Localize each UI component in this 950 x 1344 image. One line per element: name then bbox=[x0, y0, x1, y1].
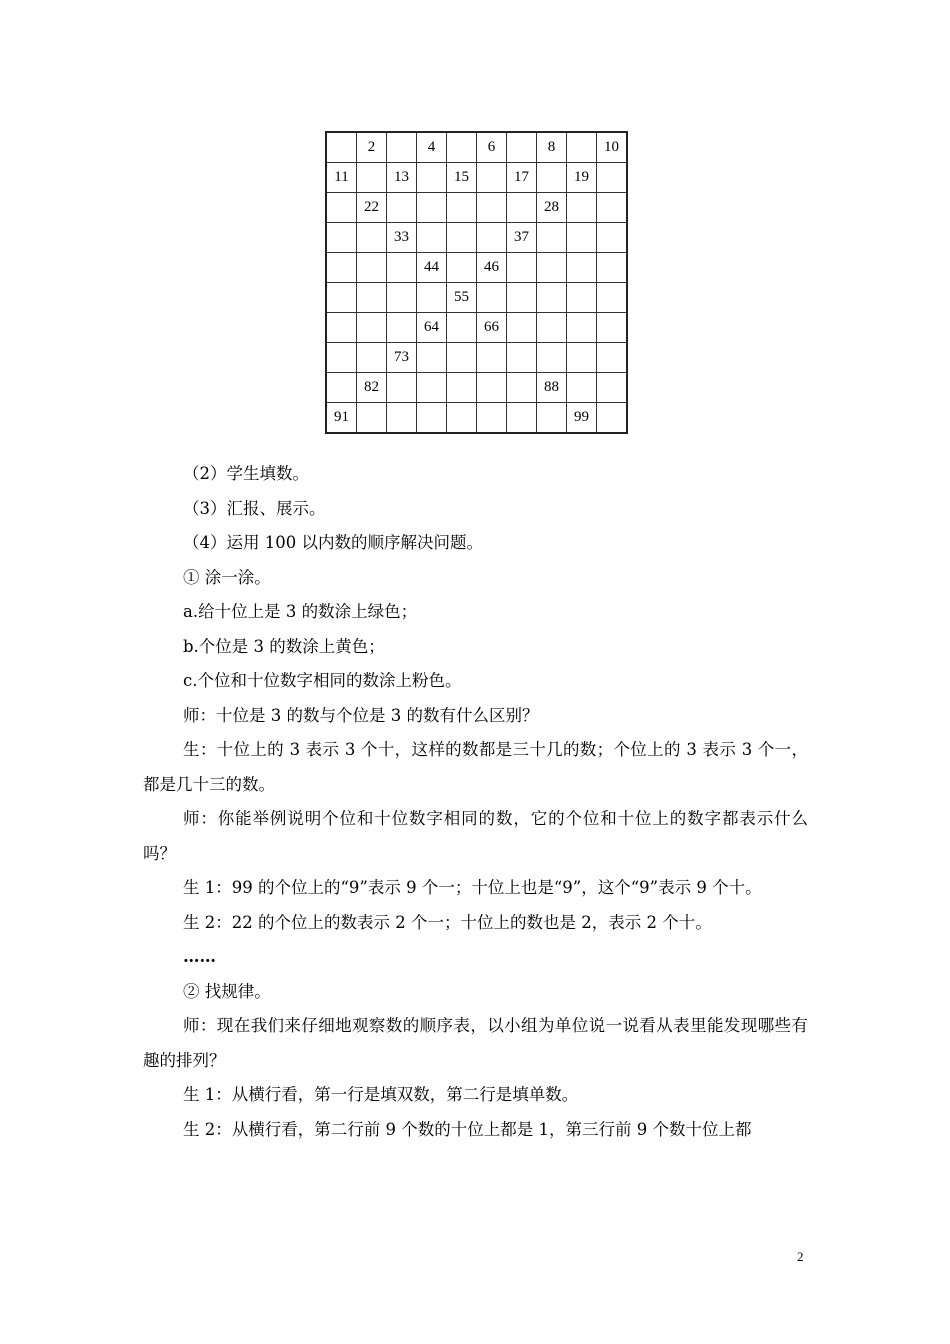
table-cell bbox=[507, 193, 537, 223]
table-row bbox=[326, 132, 627, 163]
paragraph: 师：你能举例说明个位和十位数字相同的数，它的个位和十位上的数字都表示什么吗？ bbox=[143, 809, 808, 863]
paragraph: a.给十位上是 3 的数涂上绿色； bbox=[183, 602, 418, 621]
table-cell bbox=[477, 343, 507, 373]
table-cell bbox=[597, 223, 628, 253]
table-cell bbox=[357, 343, 387, 373]
table-cell bbox=[537, 343, 567, 373]
table-cell bbox=[567, 132, 597, 163]
table-row bbox=[326, 223, 627, 253]
table-cell bbox=[387, 283, 417, 313]
paragraph: ① 涂一涂。 bbox=[183, 567, 271, 587]
table-cell bbox=[567, 193, 597, 223]
table-cell bbox=[567, 343, 597, 373]
table-cell: 82 bbox=[357, 373, 387, 403]
paragraph: 师：十位是 3 的数与个位是 3 的数有什么区别？ bbox=[183, 705, 539, 725]
table-cell bbox=[567, 373, 597, 403]
paragraph: c.个位和十位数字相同的数涂上粉色。 bbox=[183, 671, 462, 690]
table-cell bbox=[417, 223, 447, 253]
table-cell bbox=[326, 283, 357, 313]
table-cell bbox=[326, 193, 357, 223]
table-row bbox=[326, 343, 627, 373]
table-cell: 44 bbox=[417, 253, 447, 283]
table-cell bbox=[597, 403, 628, 434]
table-cell bbox=[477, 163, 507, 193]
table-cell: 37 bbox=[507, 223, 537, 253]
table-cell bbox=[357, 283, 387, 313]
table-row bbox=[326, 283, 627, 313]
table-cell bbox=[477, 373, 507, 403]
table-cell: 66 bbox=[477, 313, 507, 343]
table-cell bbox=[567, 223, 597, 253]
number-order-table bbox=[325, 131, 628, 434]
table-cell bbox=[537, 223, 567, 253]
paragraph: 生 2：从横行看，第二行前 9 个数的十位上都是 1，第三行前 9 个数十位上都 bbox=[183, 1119, 752, 1139]
table-cell bbox=[387, 253, 417, 283]
table-cell: 6 bbox=[477, 132, 507, 163]
table-cell bbox=[357, 403, 387, 434]
table-cell bbox=[597, 343, 628, 373]
table-cell: 10 bbox=[597, 132, 628, 163]
table-cell bbox=[537, 283, 567, 313]
table-cell bbox=[537, 253, 567, 283]
table-cell: 99 bbox=[567, 403, 597, 434]
table-cell: 11 bbox=[326, 163, 357, 193]
table-cell bbox=[567, 283, 597, 313]
table-cell bbox=[567, 253, 597, 283]
table-cell: 91 bbox=[326, 403, 357, 434]
table-cell: 22 bbox=[357, 193, 387, 223]
table-cell bbox=[447, 253, 477, 283]
table-cell bbox=[447, 313, 477, 343]
table-cell bbox=[417, 283, 447, 313]
table-cell bbox=[326, 223, 357, 253]
table-cell bbox=[507, 403, 537, 434]
paragraph: （2）学生填数。 bbox=[183, 464, 309, 483]
table-cell bbox=[447, 403, 477, 434]
table-cell bbox=[326, 313, 357, 343]
table-cell bbox=[326, 253, 357, 283]
table-cell bbox=[477, 403, 507, 434]
table-cell bbox=[447, 132, 477, 163]
table-cell bbox=[537, 313, 567, 343]
table-cell bbox=[597, 253, 628, 283]
table-cell: 4 bbox=[417, 132, 447, 163]
table-cell bbox=[567, 313, 597, 343]
table-row bbox=[326, 193, 627, 223]
table-cell bbox=[357, 253, 387, 283]
paragraph: ② 找规律。 bbox=[183, 981, 271, 1001]
table-cell bbox=[477, 283, 507, 313]
table-cell: 8 bbox=[537, 132, 567, 163]
table-cell bbox=[417, 373, 447, 403]
paragraph: 生 1：从横行看，第一行是填双数，第二行是填单数。 bbox=[183, 1085, 579, 1104]
table-row bbox=[326, 373, 627, 403]
table-cell bbox=[326, 373, 357, 403]
table-cell bbox=[387, 403, 417, 434]
paragraph: …… bbox=[183, 947, 216, 966]
page-number: 2 bbox=[797, 1249, 804, 1264]
table-cell bbox=[357, 313, 387, 343]
table-cell bbox=[477, 223, 507, 253]
table-cell bbox=[387, 313, 417, 343]
table-cell: 55 bbox=[447, 283, 477, 313]
table-cell bbox=[507, 253, 537, 283]
table-cell bbox=[387, 373, 417, 403]
table-cell bbox=[507, 373, 537, 403]
table-cell: 28 bbox=[537, 193, 567, 223]
table-cell bbox=[447, 373, 477, 403]
paragraph: 生 2：22 的个位上的数表示 2 个一；十位上的数也是 2，表示 2 个十。 bbox=[183, 912, 712, 932]
lesson-text bbox=[143, 457, 808, 1147]
table-cell: 88 bbox=[537, 373, 567, 403]
table-cell bbox=[447, 193, 477, 223]
table-cell bbox=[417, 193, 447, 223]
table-cell bbox=[447, 223, 477, 253]
table-cell bbox=[507, 283, 537, 313]
table-row bbox=[326, 163, 627, 193]
table-cell: 17 bbox=[507, 163, 537, 193]
table-cell bbox=[477, 193, 507, 223]
table-cell bbox=[597, 283, 628, 313]
table-cell bbox=[507, 343, 537, 373]
paragraph: 师：现在我们来仔细地观察数的顺序表，以小组为单位说一说看从表里能发现哪些有趣的排列？ bbox=[143, 1016, 808, 1070]
table-cell: 73 bbox=[387, 343, 417, 373]
table-cell bbox=[537, 403, 567, 434]
table-cell: 2 bbox=[357, 132, 387, 163]
table-cell: 64 bbox=[417, 313, 447, 343]
table-cell: 15 bbox=[447, 163, 477, 193]
paragraph: b.个位是 3 的数涂上黄色； bbox=[183, 636, 385, 656]
table-cell: 13 bbox=[387, 163, 417, 193]
table-cell: 19 bbox=[567, 163, 597, 193]
table-cell bbox=[417, 343, 447, 373]
table-cell bbox=[326, 343, 357, 373]
table-cell bbox=[387, 193, 417, 223]
table-cell bbox=[417, 403, 447, 434]
table-cell bbox=[417, 163, 447, 193]
paragraph: （3）汇报、展示。 bbox=[183, 498, 326, 518]
table-cell bbox=[387, 132, 417, 163]
table-cell bbox=[326, 132, 357, 163]
table-cell bbox=[597, 373, 628, 403]
table-cell bbox=[507, 132, 537, 163]
paragraph: 生：十位上的 3 表示 3 个十，这样的数都是三十几的数；个位上的 3 表示 3 个一，都是几十三的数。 bbox=[143, 740, 808, 794]
table-cell bbox=[597, 313, 628, 343]
table-cell bbox=[357, 223, 387, 253]
table-cell bbox=[357, 163, 387, 193]
table-cell bbox=[447, 343, 477, 373]
table-cell bbox=[537, 163, 567, 193]
table-cell: 46 bbox=[477, 253, 507, 283]
paragraph: 生 1：99 的个位上的“9”表示 9 个一；十位上也是“9”，这个“9”表示 9 个十。 bbox=[183, 878, 762, 897]
table-row bbox=[326, 313, 627, 343]
table-cell: 33 bbox=[387, 223, 417, 253]
table-row bbox=[326, 403, 627, 434]
table-cell bbox=[597, 163, 628, 193]
table-cell bbox=[597, 193, 628, 223]
table-cell bbox=[507, 313, 537, 343]
table-row bbox=[326, 253, 627, 283]
paragraph: （4）运用 100 以内数的顺序解决问题。 bbox=[183, 533, 483, 552]
